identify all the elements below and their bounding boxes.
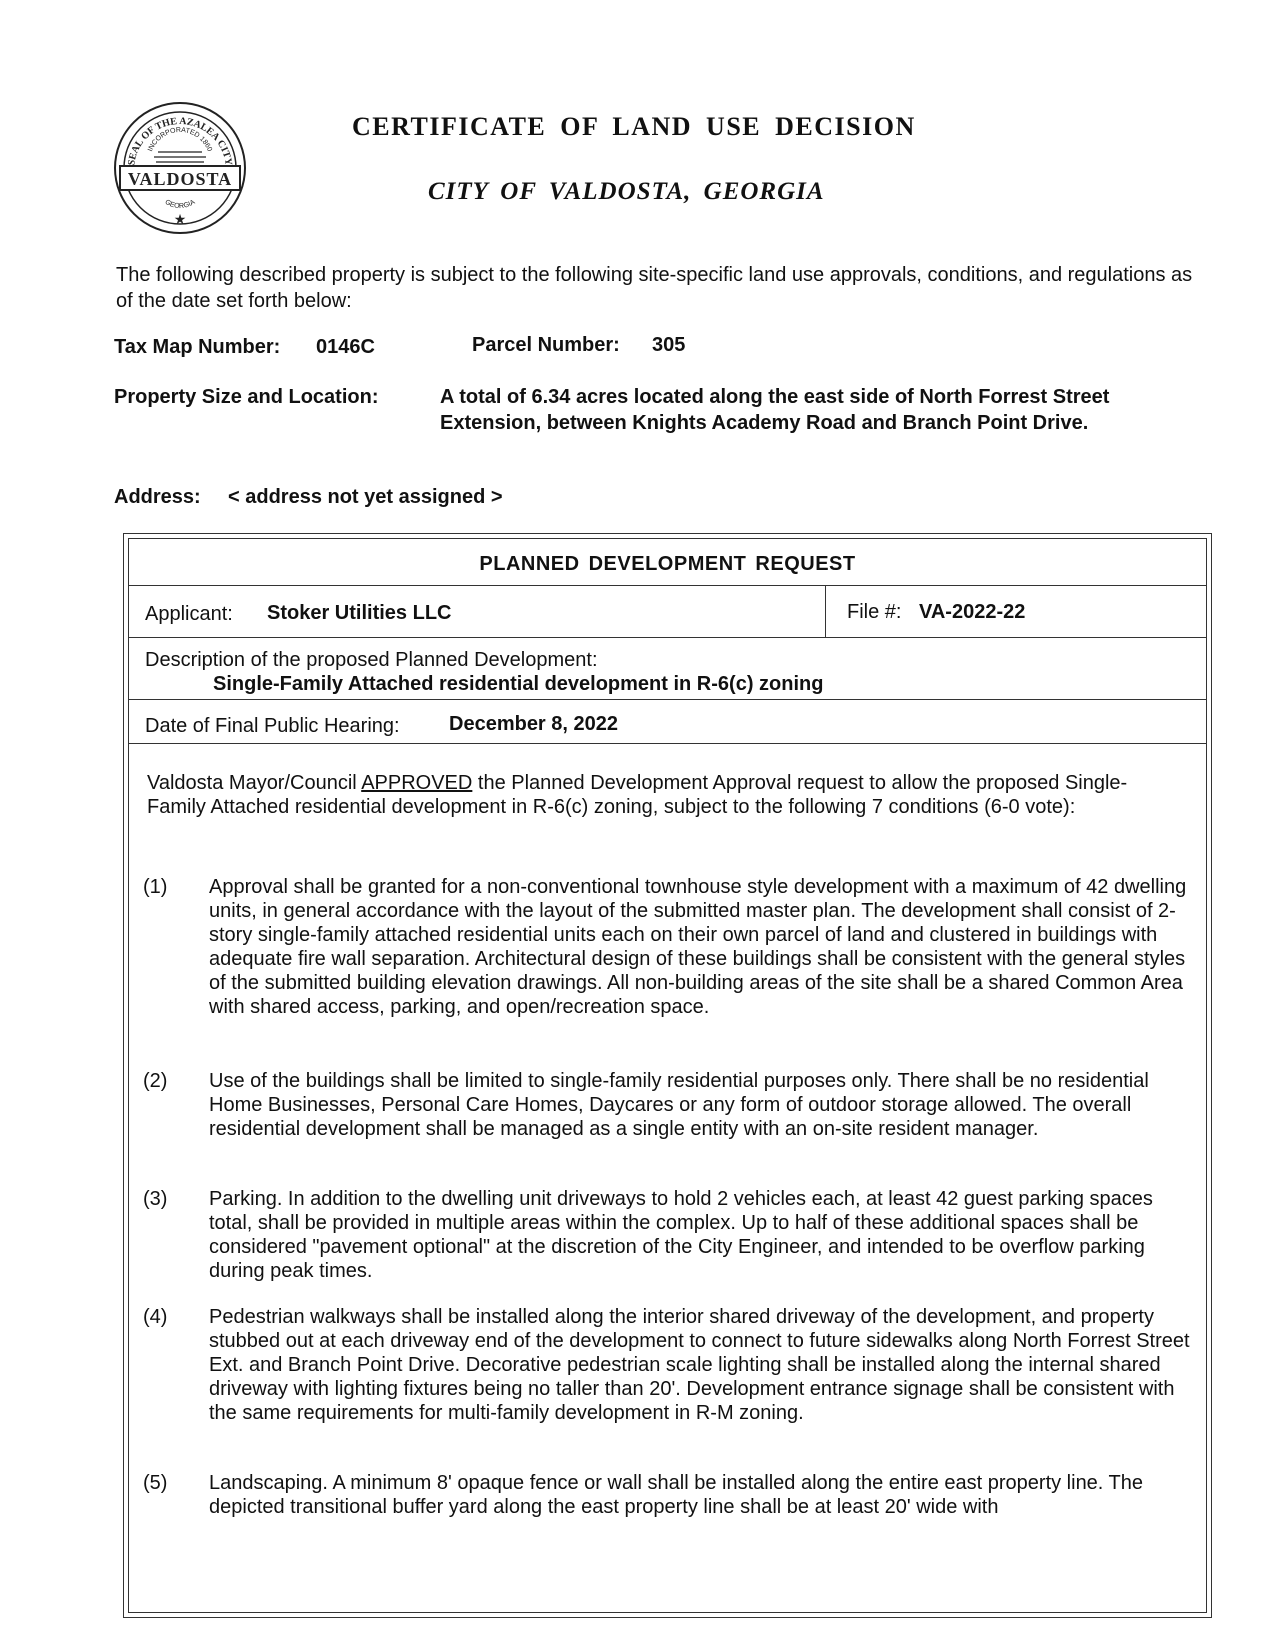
size-location-value: A total of 6.34 acres located along the east side of North Forrest Street Extension, between Knights Academy Road and Branch Point Drive. — [440, 386, 1110, 434]
address-value: < address not yet assigned > — [228, 486, 503, 508]
svg-text:VALDOSTA: VALDOSTA — [127, 169, 233, 189]
document-title: CERTIFICATE OF LAND USE DECISION — [352, 112, 916, 141]
tax-map-value: 0146C — [316, 336, 375, 358]
condition-text: Approval shall be granted for a non-conventional townhouse style development with a maximum of 42 dwelling units, in general accordance with the layout of the submitted master plan. The development shall consist of 2-story single-family attached residential units each on their own parcel of land and clustered in buildings with adequate fire wall separation. Architectural design of these buildings shall be consistent with the general styles of the submitted building elevation drawings. All non-building areas of the site shall be a shared Common Area with shared access, parking, and open/recreation space. — [209, 876, 1187, 1018]
file-label: File #: — [847, 601, 902, 623]
description-value: Single-Family Attached residential development in R-6(c) zoning — [213, 673, 824, 695]
svg-text:INCORPORATED 1860: INCORPORATED 1860 — [147, 126, 213, 153]
address-label: Address: — [114, 486, 201, 508]
condition-text: Parking. In addition to the dwelling unit driveways to hold 2 vehicles each, at least 42 guest parking spaces total, shall be provided in multiple areas within the complex. Up to half of these additional spaces shall be considered "pavement optional" at the discretion of the City Engineer, and intended to be overflow parking during peak times. — [209, 1188, 1153, 1282]
planned-development-box — [123, 533, 1212, 1618]
applicant-value: Stoker Utilities LLC — [267, 602, 452, 624]
condition-number: (5) — [143, 1472, 168, 1494]
condition-text: Use of the buildings shall be limited to single-family residential purposes only. There shall be no residential Home Businesses, Personal Care Homes, Daycares or any form of outdoor storage allowed. The overall residential development shall be managed as a single entity with an on-site resident manager. — [209, 1070, 1149, 1140]
condition-number: (4) — [143, 1306, 168, 1328]
svg-text:★: ★ — [173, 211, 187, 227]
request-heading: PLANNED DEVELOPMENT REQUEST — [479, 553, 856, 575]
condition-text: Pedestrian walkways shall be installed along the interior shared driveway of the development, and property stubbed out at each driveway end of the development to connect to future sidewalks along North Forrest Street Ext. and Branch Point Drive. Decorative pedestrian scale lighting shall be installed along the internal shared driveway with lighting fixtures being no taller than 20'. Development entrance signage shall be consistent with the same requirements for multi-family development in R-M zoning. — [209, 1306, 1190, 1424]
parcel-label: Parcel Number: — [472, 334, 620, 356]
tax-map-label: Tax Map Number: — [114, 336, 281, 358]
parcel-value: 305 — [652, 334, 686, 356]
applicant-label: Applicant: — [145, 603, 233, 625]
description-label: Description of the proposed Planned Development: — [145, 649, 598, 671]
condition-text: Landscaping. A minimum 8' opaque fence or wall shall be installed along the entire east property line. The depicted transitional buffer yard along the east property line shall be at least 20' wide with — [209, 1472, 1144, 1518]
file-value: VA-2022-22 — [919, 601, 1026, 623]
svg-text:SEAL OF THE AZALEA CITY: SEAL OF THE AZALEA CITY — [126, 115, 234, 167]
decision-paragraph: Valdosta Mayor/Council APPROVED the Planned Development Approval request to allow the proposed Single-Family Attached residential development in R-6(c) zoning, subject to the following 7 conditions (6-0 vote): — [147, 772, 1128, 818]
condition-number: (1) — [143, 876, 168, 898]
approved-status: APPROVED — [361, 772, 473, 794]
city-seal-logo — [112, 100, 248, 236]
condition-number: (3) — [143, 1188, 168, 1210]
intro-paragraph: The following described property is subject to the following site-specific land use approvals, conditions, and regulations as of the date set forth below: — [116, 264, 1193, 312]
size-location-label: Property Size and Location: — [114, 386, 379, 408]
hearing-label: Date of Final Public Hearing: — [145, 715, 400, 737]
document-subtitle: CITY OF VALDOSTA, GEORGIA — [428, 178, 825, 205]
svg-text:GEORGIA: GEORGIA — [163, 198, 197, 211]
hearing-date: December 8, 2022 — [449, 713, 619, 735]
condition-number: (2) — [143, 1070, 168, 1092]
